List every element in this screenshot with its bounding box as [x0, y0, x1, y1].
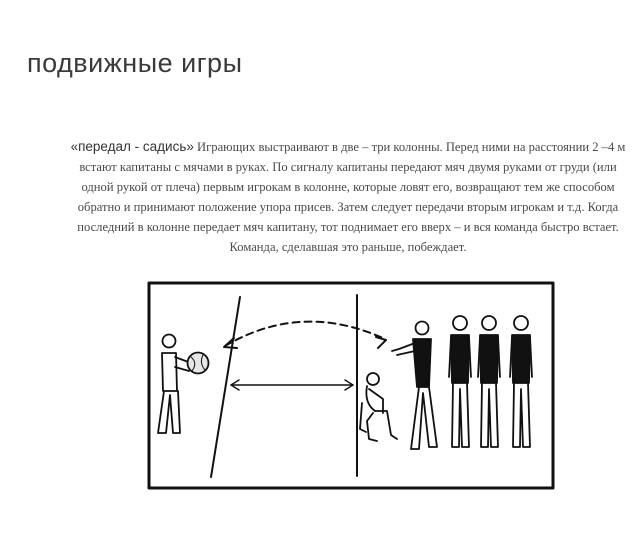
- game-illustration: [147, 281, 555, 490]
- squatting-player-figure: [360, 373, 397, 441]
- throwing-player-figure: [392, 322, 437, 450]
- slide-title: подвижные игры: [27, 48, 243, 79]
- game-description: [62, 137, 634, 257]
- captain-line: [211, 297, 240, 477]
- pass-trajectory-arrow: [224, 322, 386, 348]
- standing-player-figure: [510, 316, 532, 447]
- game-rules-text: Играющих выстраивают в две – три колонны. Перед ними на расстоянии 2 –4 м встают капитаны с мячами в руках. По сигналу капитаны передают мяч двумя руками от груди (или одной рукой от плеча) первым игрокам в колонне, которые ловят его, возвращают тем же способом обратно и принимают положение упора присев. Затем следует передачи вторым игрокам и т.д. Когда последний в колонне передает мяч капитану, тот поднимает его вверх – и вся команда быстро встает. Команда, сделавшая это раньше, побеждает.: [77, 140, 626, 254]
- game-name: «передал - садись»: [70, 139, 194, 154]
- captain-figure: [158, 335, 209, 434]
- standing-player-figure: [449, 316, 471, 447]
- distance-arrow: [231, 380, 353, 390]
- standing-player-figure: [478, 316, 500, 447]
